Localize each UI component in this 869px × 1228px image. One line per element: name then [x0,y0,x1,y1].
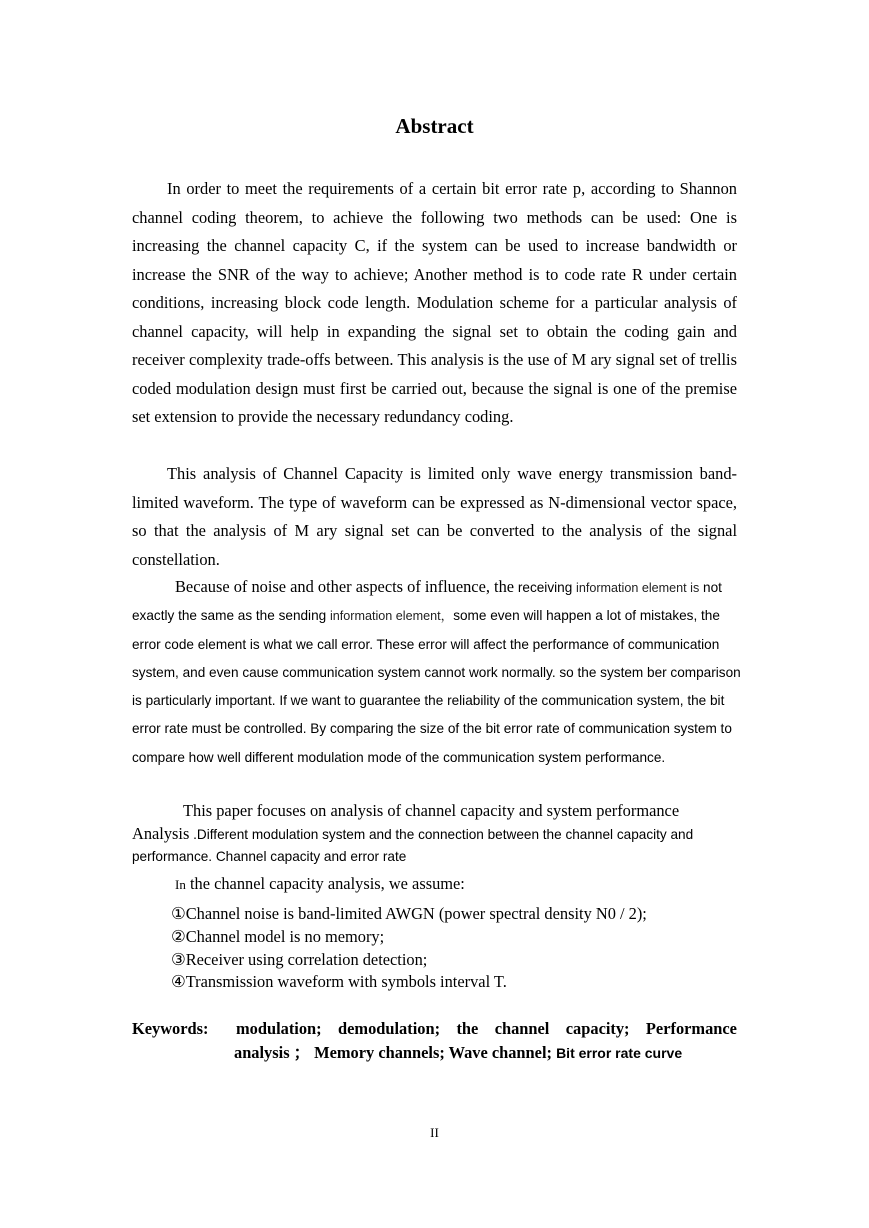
abstract-paragraph-4 [132,800,742,868]
keywords-line-2 [234,1041,682,1065]
paragraph-3-info-element: information element is [576,581,700,595]
paragraph-4-body: .Different modulation system and the connection between the channel capacity and performance. Channel capacity and error rate [132,827,694,864]
paragraph-4-analysis: Analysis [132,824,190,843]
paragraph-5-in: In [175,877,186,892]
assumption-item: ④Transmission waveform with symbols interval T. [171,972,507,992]
abstract-paragraph-2: This analysis of Channel Capacity is limited only wave energy transmission band-limited waveform. The type of waveform can be expressed as N-dimensional vector space, so that the analysis of M ary signal set can be converted to the analysis of the signal constellation. [132,464,737,569]
abstract-paragraph-1: In order to meet the requirements of a certain bit error rate p, according to Shannon channel coding theorem, to achieve the following two methods can be used: One is increasing the channel capacity C, if the system can be used to increase bandwidth or increase the SNR of the way to achieve; Another method is to code rate R under certain conditions, increasing block code length. Modulation scheme for a particular analysis of channel capacity, will help in expanding the signal set to obtain the coding gain and receiver complexity trade-offs between. This analysis is the use of M ary signal set of trellis coded modulation design must first be carried out, because the signal is one of the premise set extension to provide the necessary redundancy coding. [132,179,737,426]
assumption-item: ①Channel noise is band-limited AWGN (power spectral density N0 / 2); [171,904,647,923]
abstract-paragraph-3 [132,573,742,772]
keyword-term: channel [494,1019,550,1038]
keywords-line-1 [236,1017,737,1041]
keyword-term: the [456,1019,479,1038]
paragraph-3-sending: not exactly the same as the sending [132,580,722,624]
assumption-item: ③Receiver using correlation detection; [171,949,428,969]
page-title: Abstract [395,114,474,138]
assumption-item: ②Channel model is no memory; [171,926,385,946]
paragraph-4-lead: This paper focuses on analysis of channel capacity and system performance [183,801,680,820]
keywords-label: Keywords: [132,1019,209,1038]
abstract-paragraph-5 [175,874,465,894]
assumption-list [171,903,647,994]
keywords-line-2-sans: Bit error rate curve [556,1045,683,1061]
keyword-term: capacity; [565,1019,630,1038]
keyword-term: modulation; [236,1019,322,1038]
keyword-term: demodulation; [338,1019,441,1038]
paragraph-3-receiving: receiving [517,580,573,595]
paragraph-3-body: some even will happen a lot of mistakes, the error code element is what we call error. These error will affect the performance of communication system, and even cause communication system cannot work normally. so the system ber comparison is particularly important. If we want to guarantee the reliability of the communication system, the bit error rate must be controlled. By comparing the size of the bit error rate of communication system to compare how well different modulation mode of the communication system performance. [132,608,741,765]
page-number: II [430,1125,439,1140]
paragraph-5-body: the channel capacity analysis, we assume: [189,874,465,893]
keywords-line-2-serif: analysis ； Memory channels; Wave channel; [234,1043,552,1062]
keyword-term: Performance [645,1019,737,1038]
paragraph-3-lead: Because of noise and other aspects of influence, the [175,577,515,596]
paragraph-3-info-element-2: information element， [329,609,454,624]
